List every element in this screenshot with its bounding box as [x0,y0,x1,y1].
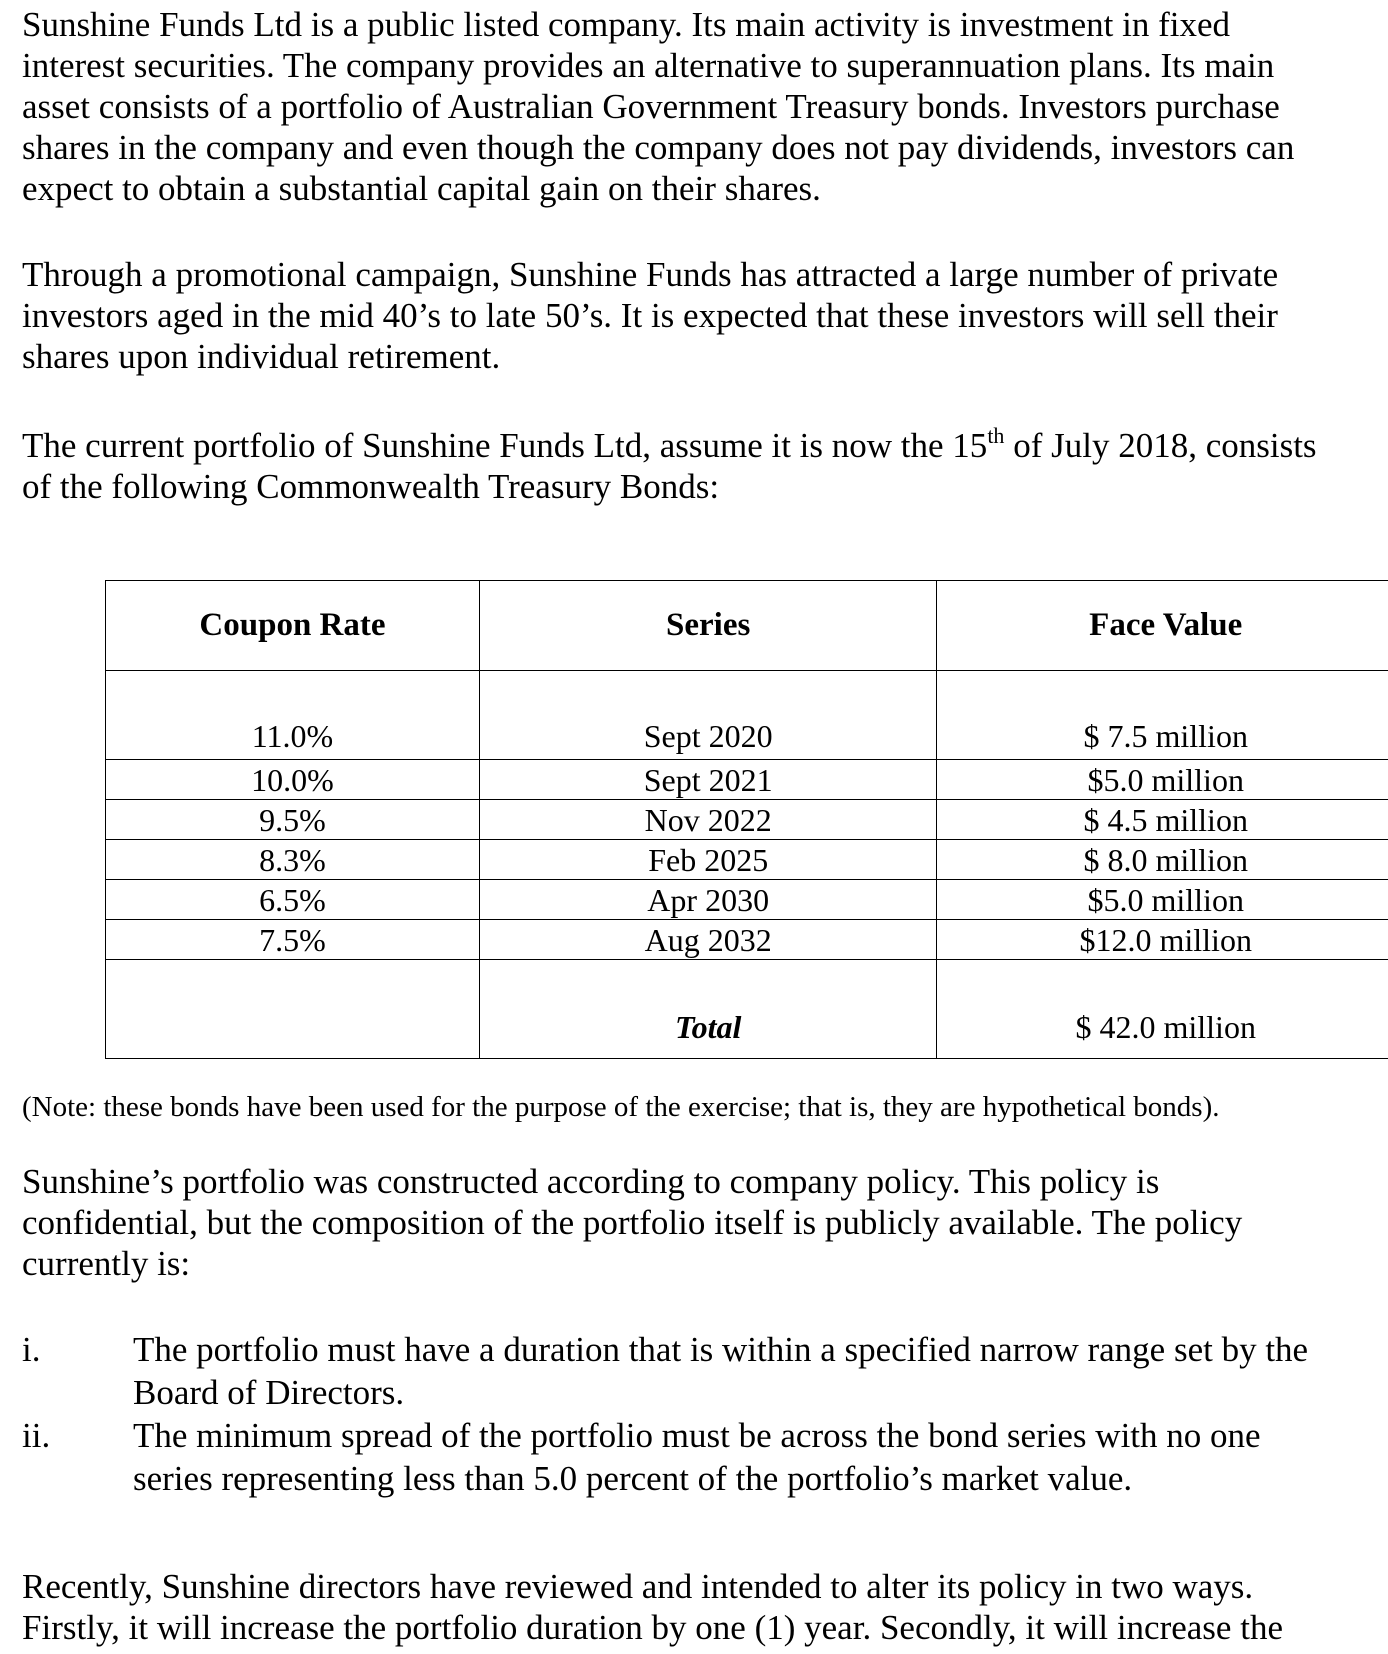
face-value-cell: $5.0 million [937,880,1388,920]
table-total-row [106,960,1388,1059]
policy-list [22,1328,1308,1500]
table-header-row [106,581,1388,671]
empty-cell [106,960,480,1059]
coupon-cell: 10.0% [106,760,480,800]
recent-paragraph [22,1566,1382,1648]
text-line: confidential, but the composition of the portfolio itself is publicly available. The policy [22,1203,1243,1242]
text-line: series representing less than 5.0 percent of the portfolio’s market value. [133,1459,1133,1498]
table-row [106,800,1388,840]
face-value-cell: $ 4.5 million [937,800,1388,840]
text-line: investors aged in the mid 40’s to late 50’s. It is expected that these investors will sell their [22,296,1278,335]
text-line: The minimum spread of the portfolio must be across the bond series with no one [133,1416,1261,1455]
text-line: expect to obtain a substantial capital gain on their shares. [22,169,821,208]
table-row [106,671,1388,760]
text-line: Sunshine Funds Ltd is a public listed company. Its main activity is investment in fixed [22,5,1231,44]
text-line: Board of Directors. [133,1373,405,1412]
superscript: th [987,425,1005,448]
face-value-cell: $ 8.0 million [937,840,1388,880]
series-cell: Sept 2021 [479,760,937,800]
list-item [22,1328,1308,1414]
coupon-cell: 11.0% [106,671,480,760]
series-cell: Aug 2032 [479,920,937,960]
intro-paragraph [22,4,1382,209]
text-line: Recently, Sunshine directors have reviewed and intended to alter its policy in two ways. [22,1567,1254,1606]
series-cell: Feb 2025 [479,840,937,880]
policy-paragraph [22,1161,1382,1284]
table-row [106,920,1388,960]
text-segment: The current portfolio of Sunshine Funds Ltd, assume it is now the 15 [22,426,988,465]
header-face-value: Face Value [937,581,1388,671]
list-item [22,1414,1308,1500]
series-cell: Sept 2020 [479,671,937,760]
list-marker: ii. [22,1416,51,1455]
text-line [22,425,1388,466]
face-value-cell: $12.0 million [937,920,1388,960]
text-line: Sunshine’s portfolio was constructed according to company policy. This policy is [22,1162,1160,1201]
text-segment: of July 2018, consists [1004,426,1317,465]
text-line: The portfolio must have a duration that is within a specified narrow range set by the [133,1330,1309,1369]
text-line: currently is: [22,1244,191,1283]
text-line: Firstly, it will increase the portfolio duration by one (1) year. Secondly, it will increase the [22,1608,1283,1647]
coupon-cell: 7.5% [106,920,480,960]
bond-portfolio-table [105,580,1388,1059]
list-marker: i. [22,1330,41,1369]
header-series: Series [479,581,937,671]
total-value: $ 42.0 million [937,960,1388,1059]
campaign-paragraph [22,254,1382,377]
portfolio-intro-paragraph [22,425,1388,507]
series-cell: Nov 2022 [479,800,937,840]
coupon-cell: 6.5% [106,880,480,920]
face-value-cell: $ 7.5 million [937,671,1388,760]
header-coupon-rate: Coupon Rate [106,581,480,671]
table-row [106,760,1388,800]
text-line: interest securities. The company provides an alternative to superannuation plans. Its main [22,46,1275,85]
table-note: (Note: these bonds have been used for the purpose of the exercise; that is, they are hypothetical bonds). [22,1091,1220,1123]
text-line: of the following Commonwealth Treasury Bonds: [22,467,720,506]
text-line: asset consists of a portfolio of Australian Government Treasury bonds. Investors purchase [22,87,1280,126]
text-line: shares in the company and even though the company does not pay dividends, investors can [22,128,1295,167]
coupon-cell: 9.5% [106,800,480,840]
text-line: Through a promotional campaign, Sunshine Funds has attracted a large number of private [22,255,1279,294]
table-row [106,840,1388,880]
total-label: Total [479,960,937,1059]
face-value-cell: $5.0 million [937,760,1388,800]
coupon-cell: 8.3% [106,840,480,880]
series-cell: Apr 2030 [479,880,937,920]
text-line: shares upon individual retirement. [22,337,501,376]
table-row [106,880,1388,920]
